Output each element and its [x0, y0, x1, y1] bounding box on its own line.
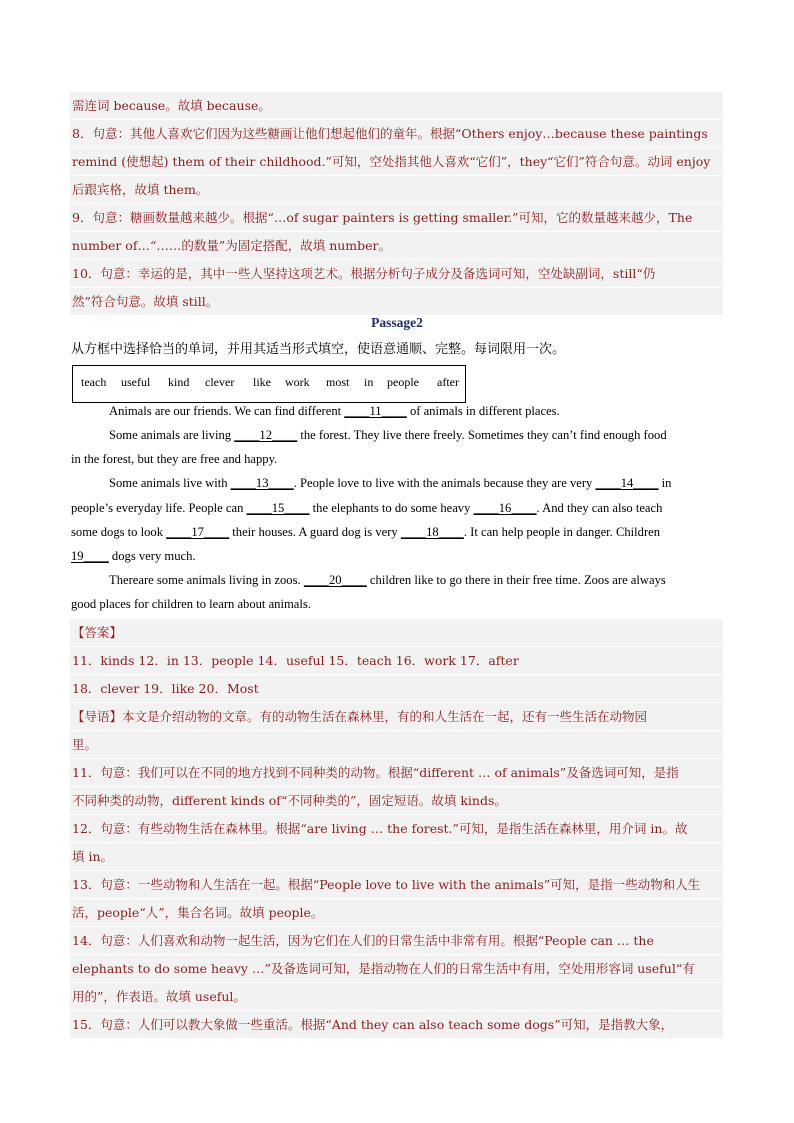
- passage-text-run: of animals in different places.: [406, 404, 560, 418]
- passage-text-run: . And they can also teach: [536, 501, 663, 515]
- word-box: [72, 365, 466, 403]
- answer-line: 15．句意：人们可以教大象做一些重活。根据“And they can also teach some dogs”可知，是指教大象，: [70, 1011, 723, 1039]
- explanation-line: 10．句意：幸运的是，其中一些人坚持这项艺术。根据分析句子成分及备选词可知，空处缺副词，still“仍: [70, 260, 723, 288]
- passage-line: [109, 404, 560, 419]
- passage-text-run: people’s everyday life. People can: [71, 501, 247, 515]
- answer-line: 13．句意：一些动物和人生活在一起。根据“People love to live with the animals”可知，是指一些动物和人生: [70, 871, 723, 899]
- answer-blank: ____20____: [303, 573, 367, 587]
- passage-text-run: Thereare some animals living in zoos.: [109, 573, 304, 587]
- passage-text-run: Animals are our friends. We can find different: [109, 404, 345, 418]
- explanation-line: 然”符合句意。故填 still。: [70, 288, 723, 316]
- word-option: after: [437, 375, 459, 389]
- passage-text-run: . It can help people in danger. Children: [463, 525, 661, 539]
- passage-text-run: in: [658, 476, 672, 490]
- answer-line: 不同种类的动物，different kinds of“不同种类的”，固定短语。故填 kinds。: [70, 787, 723, 815]
- word-option: kind: [168, 375, 190, 389]
- word-option: clever: [205, 375, 235, 389]
- answer-blank: ____13____: [230, 476, 294, 490]
- passage-text-run: Some animals are living: [109, 428, 235, 442]
- explanation-line: 8．句意：其他人喜欢它们因为这些糖画让他们想起他们的童年。根据“Others enjoy…because these paintings: [70, 120, 723, 148]
- answer-line: 填 in。: [70, 843, 723, 871]
- passage-text-run: their houses. A guard dog is very: [229, 525, 401, 539]
- word-option: useful: [121, 375, 151, 389]
- word-option: most: [326, 375, 350, 389]
- word-option: teach: [81, 375, 107, 389]
- word-option: people: [387, 375, 419, 389]
- explanation-line: number of…“……的数量”为固定搭配，故填 number。: [70, 232, 723, 260]
- answer-line: 18．clever 19．like 20．Most: [70, 675, 723, 703]
- explanation-block-top: [70, 92, 723, 316]
- explanation-line: 需连词 because。故填 because。: [70, 92, 723, 120]
- explanation-line: 后跟宾格，故填 them。: [70, 176, 723, 204]
- answer-blank: 19____: [71, 549, 109, 563]
- word-option: in: [364, 375, 374, 389]
- passage-line: [71, 452, 277, 467]
- answer-line: 【导语】本文是介绍动物的文章。有的动物生活在森林里，有的和人生活在一起，还有一些生活在动物园: [70, 703, 723, 731]
- passage-text-run: the forest. They live there freely. Sometimes they can’t find enough food: [297, 428, 667, 442]
- answer-blank: ____15____: [246, 501, 310, 515]
- explanation-line: remind (使想起) them of their childhood.”可知，空处指其他人喜欢“它们”，they“它们”符合句意。动词 enjoy: [70, 148, 723, 176]
- passage-text-run: the elephants to do some heavy: [309, 501, 474, 515]
- answer-line: 14．句意：人们喜欢和动物一起生活，因为它们在人们的日常生活中非常有用。根据“People can … the: [70, 927, 723, 955]
- answer-line: 11．句意：我们可以在不同的地方找到不同种类的动物。根据“different … of animals”及备选词可知，是指: [70, 759, 723, 787]
- passage-line: [109, 428, 667, 443]
- passage-line: [109, 476, 671, 491]
- passage-text-run: . People love to live with the animals because they are very: [293, 476, 596, 490]
- passage-text-run: children like to go there in their free time. Zoos are always: [366, 573, 666, 587]
- passage-line: [109, 573, 666, 588]
- answer-line: 【答案】: [70, 619, 723, 647]
- passage-text-run: dogs very much.: [108, 549, 196, 563]
- passage-line: [71, 549, 196, 564]
- answer-line: 12．句意：有些动物生活在森林里。根据“are living … the forest.”可知，是指生活在森林里，用介词 in。故: [70, 815, 723, 843]
- answer-blank: ____18____: [400, 525, 464, 539]
- answer-line: 活，people“人”，集合名词。故填 people。: [70, 899, 723, 927]
- answer-line: 11．kinds 12．in 13．people 14．useful 15．teach 16．work 17．after: [70, 647, 723, 675]
- passage-line: [71, 597, 311, 612]
- passage-text-run: in the forest, but they are free and happy.: [71, 452, 278, 466]
- passage-title: Passage2: [371, 315, 423, 330]
- answer-line: 里。: [70, 731, 723, 759]
- passage-text-run: good places for children to learn about animals.: [71, 597, 311, 611]
- answer-line: 用的”，作表语。故填 useful。: [70, 983, 723, 1011]
- answer-blank: ____17____: [166, 525, 230, 539]
- word-option: like: [253, 375, 271, 389]
- passage-text-run: some dogs to look: [71, 525, 167, 539]
- passage-line: [71, 525, 660, 540]
- explanation-line: 9．句意：糖画数量越来越少。根据“…of sugar painters is getting smaller.”可知，它的数量越来越少，The: [70, 204, 723, 232]
- passage-instruction: 从方框中选择恰当的单词，并用其适当形式填空，使语意通顺、完整。每词限用一次。: [71, 342, 566, 357]
- answer-blank: ____12____: [234, 428, 298, 442]
- answer-blank: ____14____: [595, 476, 659, 490]
- answer-explanation-block: [70, 619, 723, 1039]
- answer-blank: ____11____: [344, 404, 407, 418]
- answer-line: elephants to do some heavy …”及备选词可知，是指动物在人们的日常生活中有用，空处用形容词 useful“有: [70, 955, 723, 983]
- answer-blank: ____16____: [473, 501, 537, 515]
- passage-text-run: Some animals live with: [109, 476, 231, 490]
- word-option: work: [285, 375, 310, 389]
- passage-line: [71, 501, 662, 516]
